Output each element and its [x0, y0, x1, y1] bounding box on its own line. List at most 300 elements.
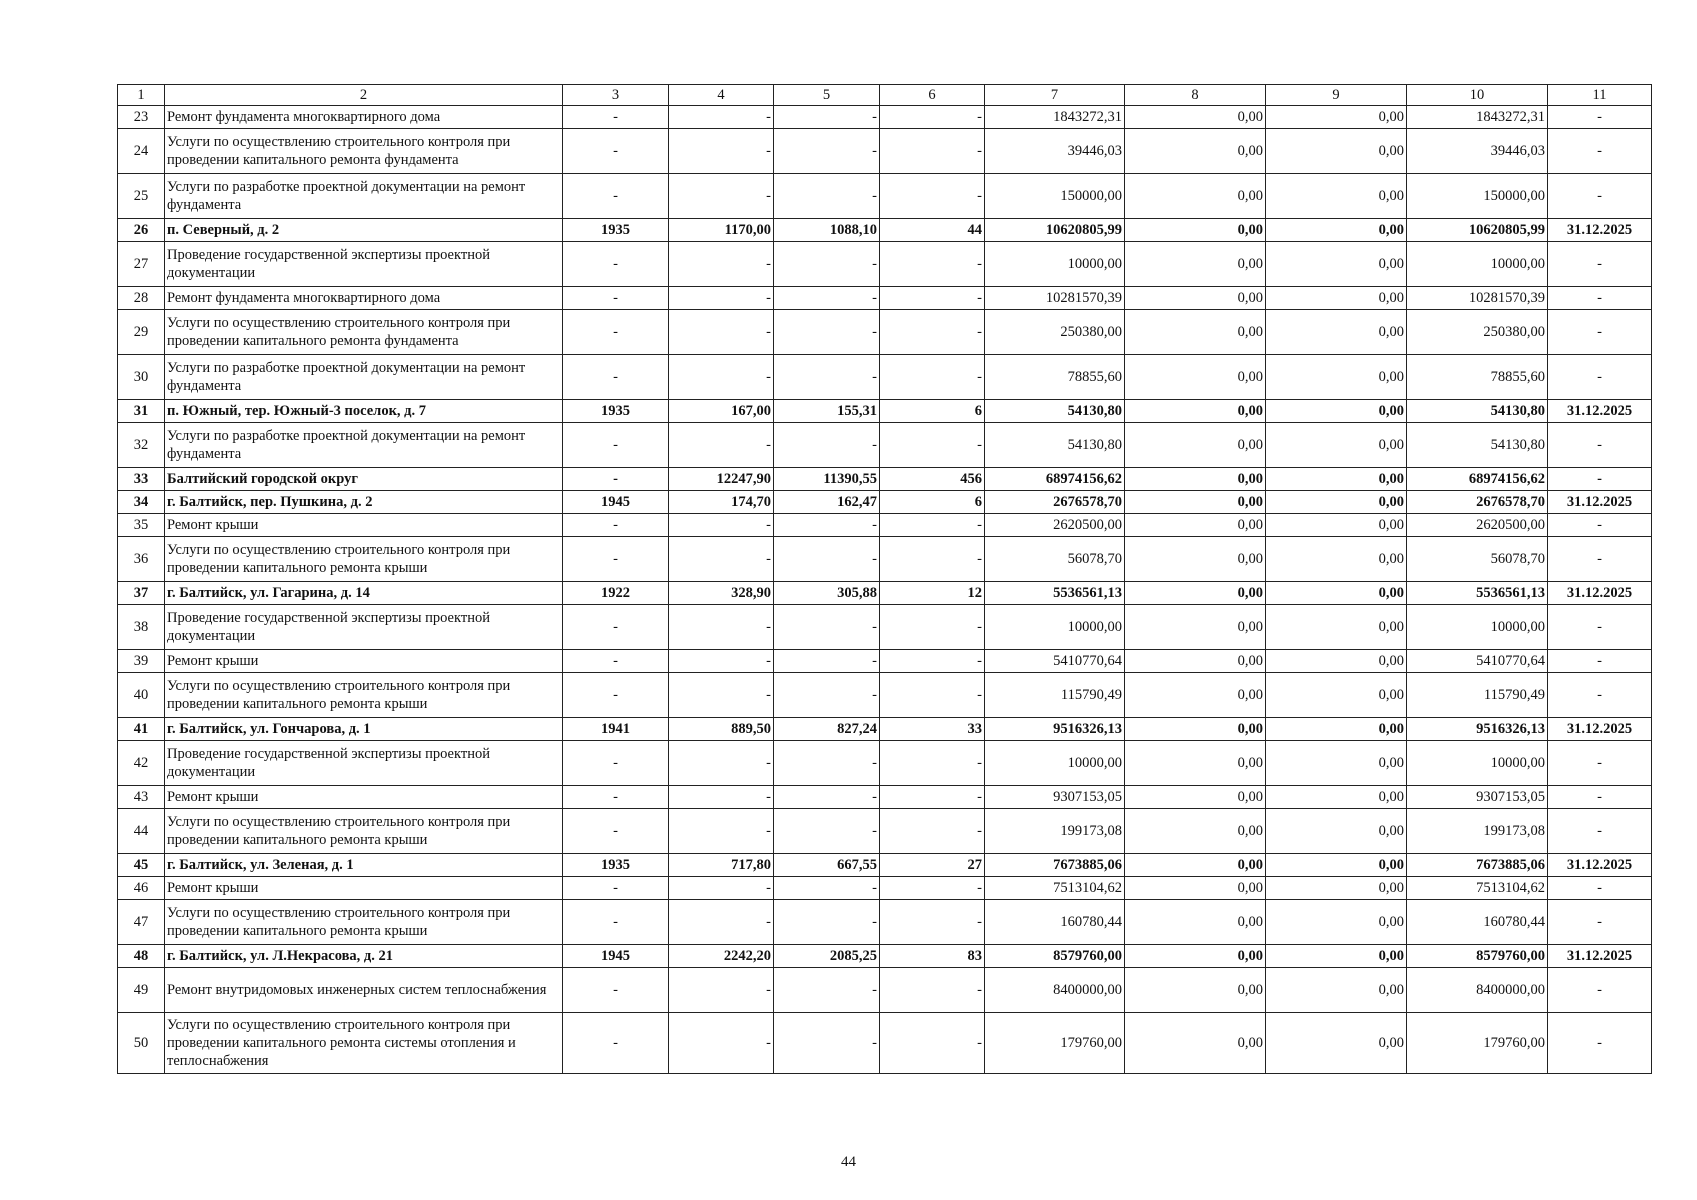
table-row — [118, 968, 1652, 1013]
owner-cost-cell: 115790,49 — [1407, 673, 1548, 718]
total-cost-cell: 10000,00 — [985, 741, 1125, 786]
area-living-cell: - — [774, 310, 880, 355]
year-cell: 1935 — [563, 854, 669, 877]
residents-cell: - — [880, 106, 985, 129]
owner-cost-cell: 10000,00 — [1407, 741, 1548, 786]
budget-cost-cell: 0,00 — [1266, 650, 1407, 673]
row-number-cell: 38 — [118, 605, 165, 650]
deadline-cell: - — [1548, 900, 1652, 945]
area-living-cell: - — [774, 106, 880, 129]
budget-cost-cell: 0,00 — [1266, 582, 1407, 605]
row-number-cell: 39 — [118, 650, 165, 673]
fund-cost-cell: 0,00 — [1125, 355, 1266, 400]
column-header: 10 — [1407, 85, 1548, 106]
row-number-cell: 30 — [118, 355, 165, 400]
table-row — [118, 310, 1652, 355]
row-number-cell: 40 — [118, 673, 165, 718]
residents-cell: 6 — [880, 400, 985, 423]
year-cell: - — [563, 174, 669, 219]
column-header: 9 — [1266, 85, 1407, 106]
year-cell: - — [563, 106, 669, 129]
area-total-cell: - — [669, 741, 774, 786]
deadline-cell: - — [1548, 605, 1652, 650]
total-cost-cell: 160780,44 — [985, 900, 1125, 945]
total-cost-cell: 39446,03 — [985, 129, 1125, 174]
description-cell: Ремонт крыши — [165, 650, 563, 673]
fund-cost-cell: 0,00 — [1125, 468, 1266, 491]
table-row — [118, 605, 1652, 650]
area-total-cell: 12247,90 — [669, 468, 774, 491]
residents-cell: - — [880, 514, 985, 537]
fund-cost-cell: 0,00 — [1125, 786, 1266, 809]
area-living-cell: - — [774, 242, 880, 287]
deadline-cell: 31.12.2025 — [1548, 219, 1652, 242]
row-number-cell: 50 — [118, 1013, 165, 1074]
budget-cost-cell: 0,00 — [1266, 468, 1407, 491]
owner-cost-cell: 7513104,62 — [1407, 877, 1548, 900]
owner-cost-cell: 10620805,99 — [1407, 219, 1548, 242]
table-row — [118, 673, 1652, 718]
deadline-cell: - — [1548, 809, 1652, 854]
row-number-cell: 41 — [118, 718, 165, 741]
area-living-cell: - — [774, 741, 880, 786]
area-living-cell: - — [774, 968, 880, 1013]
description-cell: Услуги по разработке проектной документации на ремонт фундамента — [165, 355, 563, 400]
table-row — [118, 174, 1652, 219]
fund-cost-cell: 0,00 — [1125, 900, 1266, 945]
area-total-cell: - — [669, 514, 774, 537]
residents-cell: 6 — [880, 491, 985, 514]
year-cell: 1945 — [563, 945, 669, 968]
owner-cost-cell: 9516326,13 — [1407, 718, 1548, 741]
owner-cost-cell: 56078,70 — [1407, 537, 1548, 582]
owner-cost-cell: 8579760,00 — [1407, 945, 1548, 968]
capital-repair-table — [117, 84, 1652, 1074]
area-total-cell: 328,90 — [669, 582, 774, 605]
owner-cost-cell: 5410770,64 — [1407, 650, 1548, 673]
description-cell: Ремонт внутридомовых инженерных систем теплоснабжения — [165, 968, 563, 1013]
area-living-cell: 305,88 — [774, 582, 880, 605]
description-cell: Услуги по разработке проектной документации на ремонт фундамента — [165, 174, 563, 219]
total-cost-cell: 54130,80 — [985, 423, 1125, 468]
fund-cost-cell: 0,00 — [1125, 174, 1266, 219]
year-cell: - — [563, 129, 669, 174]
residents-cell: - — [880, 1013, 985, 1074]
row-number-cell: 24 — [118, 129, 165, 174]
table-row — [118, 514, 1652, 537]
area-total-cell: 889,50 — [669, 718, 774, 741]
residents-cell: 44 — [880, 219, 985, 242]
column-header: 5 — [774, 85, 880, 106]
owner-cost-cell: 5536561,13 — [1407, 582, 1548, 605]
budget-cost-cell: 0,00 — [1266, 900, 1407, 945]
total-cost-cell: 56078,70 — [985, 537, 1125, 582]
deadline-cell: - — [1548, 537, 1652, 582]
table-row-object — [118, 219, 1652, 242]
total-cost-cell: 7673885,06 — [985, 854, 1125, 877]
area-living-cell: - — [774, 900, 880, 945]
budget-cost-cell: 0,00 — [1266, 1013, 1407, 1074]
residents-cell: 33 — [880, 718, 985, 741]
owner-cost-cell: 160780,44 — [1407, 900, 1548, 945]
residents-cell: - — [880, 287, 985, 310]
area-living-cell: - — [774, 423, 880, 468]
fund-cost-cell: 0,00 — [1125, 673, 1266, 718]
area-living-cell: - — [774, 650, 880, 673]
fund-cost-cell: 0,00 — [1125, 968, 1266, 1013]
budget-cost-cell: 0,00 — [1266, 174, 1407, 219]
table-row — [118, 129, 1652, 174]
budget-cost-cell: 0,00 — [1266, 786, 1407, 809]
column-header: 6 — [880, 85, 985, 106]
row-number-cell: 37 — [118, 582, 165, 605]
year-cell: - — [563, 786, 669, 809]
area-living-cell: 162,47 — [774, 491, 880, 514]
year-cell: - — [563, 877, 669, 900]
residents-cell: - — [880, 355, 985, 400]
area-total-cell: - — [669, 129, 774, 174]
table-row-object — [118, 468, 1652, 491]
deadline-cell: - — [1548, 129, 1652, 174]
description-cell: Услуги по осуществлению строительного контроля при проведении капитального ремонта фундамента — [165, 129, 563, 174]
owner-cost-cell: 2676578,70 — [1407, 491, 1548, 514]
owner-cost-cell: 179760,00 — [1407, 1013, 1548, 1074]
owner-cost-cell: 39446,03 — [1407, 129, 1548, 174]
table-body — [118, 106, 1652, 1074]
description-cell: Услуги по осуществлению строительного контроля при проведении капитального ремонта крыши — [165, 537, 563, 582]
residents-cell: - — [880, 605, 985, 650]
description-cell: Балтийский городской округ — [165, 468, 563, 491]
year-cell: - — [563, 310, 669, 355]
total-cost-cell: 8400000,00 — [985, 968, 1125, 1013]
total-cost-cell: 250380,00 — [985, 310, 1125, 355]
table-row — [118, 287, 1652, 310]
year-cell: - — [563, 423, 669, 468]
area-living-cell: - — [774, 514, 880, 537]
description-cell: Услуги по осуществлению строительного контроля при проведении капитального ремонта системы отопления и теплоснабжения — [165, 1013, 563, 1074]
total-cost-cell: 10281570,39 — [985, 287, 1125, 310]
row-number-cell: 32 — [118, 423, 165, 468]
owner-cost-cell: 250380,00 — [1407, 310, 1548, 355]
column-header: 7 — [985, 85, 1125, 106]
residents-cell: - — [880, 809, 985, 854]
residents-cell: 27 — [880, 854, 985, 877]
budget-cost-cell: 0,00 — [1266, 854, 1407, 877]
year-cell: 1941 — [563, 718, 669, 741]
area-living-cell: - — [774, 673, 880, 718]
owner-cost-cell: 10281570,39 — [1407, 287, 1548, 310]
area-total-cell: 1170,00 — [669, 219, 774, 242]
budget-cost-cell: 0,00 — [1266, 355, 1407, 400]
year-cell: - — [563, 741, 669, 786]
column-header: 1 — [118, 85, 165, 106]
table-row-object — [118, 400, 1652, 423]
area-living-cell: - — [774, 877, 880, 900]
budget-cost-cell: 0,00 — [1266, 537, 1407, 582]
description-cell: Проведение государственной экспертизы проектной документации — [165, 242, 563, 287]
table-row-object — [118, 854, 1652, 877]
budget-cost-cell: 0,00 — [1266, 400, 1407, 423]
row-number-cell: 26 — [118, 219, 165, 242]
total-cost-cell: 10000,00 — [985, 242, 1125, 287]
residents-cell: - — [880, 968, 985, 1013]
table-row — [118, 809, 1652, 854]
description-cell: п. Северный, д. 2 — [165, 219, 563, 242]
area-total-cell: - — [669, 877, 774, 900]
area-living-cell: 667,55 — [774, 854, 880, 877]
description-cell: Услуги по осуществлению строительного контроля при проведении капитального ремонта фундамента — [165, 310, 563, 355]
deadline-cell: - — [1548, 786, 1652, 809]
description-cell: Услуги по разработке проектной документации на ремонт фундамента — [165, 423, 563, 468]
row-number-cell: 47 — [118, 900, 165, 945]
residents-cell: - — [880, 537, 985, 582]
description-cell: г. Балтийск, ул. Зеленая, д. 1 — [165, 854, 563, 877]
table-row-object — [118, 582, 1652, 605]
table-row — [118, 106, 1652, 129]
owner-cost-cell: 78855,60 — [1407, 355, 1548, 400]
year-cell: 1945 — [563, 491, 669, 514]
area-living-cell: 1088,10 — [774, 219, 880, 242]
fund-cost-cell: 0,00 — [1125, 877, 1266, 900]
budget-cost-cell: 0,00 — [1266, 423, 1407, 468]
deadline-cell: - — [1548, 174, 1652, 219]
deadline-cell: 31.12.2025 — [1548, 582, 1652, 605]
area-total-cell: - — [669, 968, 774, 1013]
residents-cell: - — [880, 673, 985, 718]
deadline-cell: - — [1548, 423, 1652, 468]
deadline-cell: - — [1548, 310, 1652, 355]
table-row-object — [118, 718, 1652, 741]
year-cell: - — [563, 537, 669, 582]
area-total-cell: 167,00 — [669, 400, 774, 423]
row-number-cell: 33 — [118, 468, 165, 491]
total-cost-cell: 8579760,00 — [985, 945, 1125, 968]
area-total-cell: - — [669, 605, 774, 650]
owner-cost-cell: 1843272,31 — [1407, 106, 1548, 129]
fund-cost-cell: 0,00 — [1125, 106, 1266, 129]
row-number-cell: 36 — [118, 537, 165, 582]
owner-cost-cell: 68974156,62 — [1407, 468, 1548, 491]
page-number: 44 — [841, 1154, 856, 1170]
deadline-cell: 31.12.2025 — [1548, 491, 1652, 514]
column-header: 8 — [1125, 85, 1266, 106]
description-cell: г. Балтийск, ул. Гончарова, д. 1 — [165, 718, 563, 741]
budget-cost-cell: 0,00 — [1266, 287, 1407, 310]
owner-cost-cell: 199173,08 — [1407, 809, 1548, 854]
residents-cell: - — [880, 129, 985, 174]
owner-cost-cell: 8400000,00 — [1407, 968, 1548, 1013]
total-cost-cell: 9307153,05 — [985, 786, 1125, 809]
budget-cost-cell: 0,00 — [1266, 106, 1407, 129]
year-cell: - — [563, 605, 669, 650]
description-cell: г. Балтийск, ул. Л.Некрасова, д. 21 — [165, 945, 563, 968]
row-number-cell: 43 — [118, 786, 165, 809]
description-cell: Ремонт крыши — [165, 877, 563, 900]
column-header: 11 — [1548, 85, 1652, 106]
total-cost-cell: 54130,80 — [985, 400, 1125, 423]
budget-cost-cell: 0,00 — [1266, 310, 1407, 355]
row-number-cell: 35 — [118, 514, 165, 537]
area-total-cell: - — [669, 809, 774, 854]
table-row — [118, 355, 1652, 400]
area-total-cell: - — [669, 106, 774, 129]
row-number-cell: 48 — [118, 945, 165, 968]
fund-cost-cell: 0,00 — [1125, 310, 1266, 355]
fund-cost-cell: 0,00 — [1125, 809, 1266, 854]
total-cost-cell: 5410770,64 — [985, 650, 1125, 673]
fund-cost-cell: 0,00 — [1125, 287, 1266, 310]
budget-cost-cell: 0,00 — [1266, 673, 1407, 718]
budget-cost-cell: 0,00 — [1266, 514, 1407, 537]
year-cell: - — [563, 242, 669, 287]
row-number-cell: 25 — [118, 174, 165, 219]
residents-cell: - — [880, 174, 985, 219]
year-cell: - — [563, 650, 669, 673]
area-living-cell: 827,24 — [774, 718, 880, 741]
area-living-cell: - — [774, 129, 880, 174]
residents-cell: - — [880, 786, 985, 809]
fund-cost-cell: 0,00 — [1125, 242, 1266, 287]
area-living-cell: 155,31 — [774, 400, 880, 423]
year-cell: - — [563, 468, 669, 491]
description-cell: г. Балтийск, ул. Гагарина, д. 14 — [165, 582, 563, 605]
total-cost-cell: 68974156,62 — [985, 468, 1125, 491]
budget-cost-cell: 0,00 — [1266, 219, 1407, 242]
area-total-cell: - — [669, 786, 774, 809]
owner-cost-cell: 54130,80 — [1407, 423, 1548, 468]
area-total-cell: 2242,20 — [669, 945, 774, 968]
deadline-cell: - — [1548, 1013, 1652, 1074]
deadline-cell: - — [1548, 650, 1652, 673]
description-cell: Проведение государственной экспертизы проектной документации — [165, 605, 563, 650]
budget-cost-cell: 0,00 — [1266, 809, 1407, 854]
total-cost-cell: 1843272,31 — [985, 106, 1125, 129]
fund-cost-cell: 0,00 — [1125, 854, 1266, 877]
area-total-cell: 717,80 — [669, 854, 774, 877]
area-total-cell: - — [669, 310, 774, 355]
table-row — [118, 900, 1652, 945]
description-cell: Ремонт крыши — [165, 786, 563, 809]
column-header: 4 — [669, 85, 774, 106]
description-cell: Ремонт крыши — [165, 514, 563, 537]
description-cell: Ремонт фундамента многоквартирного дома — [165, 106, 563, 129]
area-total-cell: - — [669, 423, 774, 468]
column-header: 3 — [563, 85, 669, 106]
owner-cost-cell: 150000,00 — [1407, 174, 1548, 219]
owner-cost-cell: 10000,00 — [1407, 605, 1548, 650]
fund-cost-cell: 0,00 — [1125, 741, 1266, 786]
area-total-cell: - — [669, 900, 774, 945]
fund-cost-cell: 0,00 — [1125, 537, 1266, 582]
total-cost-cell: 2620500,00 — [985, 514, 1125, 537]
row-number-cell: 46 — [118, 877, 165, 900]
area-living-cell: 11390,55 — [774, 468, 880, 491]
table-row — [118, 877, 1652, 900]
year-cell: 1935 — [563, 219, 669, 242]
fund-cost-cell: 0,00 — [1125, 650, 1266, 673]
year-cell: - — [563, 287, 669, 310]
deadline-cell: - — [1548, 106, 1652, 129]
total-cost-cell: 199173,08 — [985, 809, 1125, 854]
area-living-cell: - — [774, 355, 880, 400]
residents-cell: 456 — [880, 468, 985, 491]
total-cost-cell: 10620805,99 — [985, 219, 1125, 242]
budget-cost-cell: 0,00 — [1266, 741, 1407, 786]
area-total-cell: - — [669, 1013, 774, 1074]
row-number-cell: 34 — [118, 491, 165, 514]
year-cell: - — [563, 968, 669, 1013]
deadline-cell: - — [1548, 355, 1652, 400]
row-number-cell: 42 — [118, 741, 165, 786]
fund-cost-cell: 0,00 — [1125, 129, 1266, 174]
deadline-cell: - — [1548, 242, 1652, 287]
area-living-cell: - — [774, 537, 880, 582]
budget-cost-cell: 0,00 — [1266, 968, 1407, 1013]
row-number-cell: 27 — [118, 242, 165, 287]
residents-cell: - — [880, 741, 985, 786]
owner-cost-cell: 2620500,00 — [1407, 514, 1548, 537]
owner-cost-cell: 10000,00 — [1407, 242, 1548, 287]
row-number-cell: 49 — [118, 968, 165, 1013]
deadline-cell: - — [1548, 514, 1652, 537]
table-row-object — [118, 945, 1652, 968]
area-living-cell: - — [774, 1013, 880, 1074]
deadline-cell: 31.12.2025 — [1548, 718, 1652, 741]
owner-cost-cell: 54130,80 — [1407, 400, 1548, 423]
row-number-cell: 29 — [118, 310, 165, 355]
fund-cost-cell: 0,00 — [1125, 605, 1266, 650]
description-cell: г. Балтийск, пер. Пушкина, д. 2 — [165, 491, 563, 514]
budget-cost-cell: 0,00 — [1266, 718, 1407, 741]
fund-cost-cell: 0,00 — [1125, 400, 1266, 423]
header-row — [118, 85, 1652, 106]
total-cost-cell: 78855,60 — [985, 355, 1125, 400]
fund-cost-cell: 0,00 — [1125, 491, 1266, 514]
area-living-cell: - — [774, 809, 880, 854]
row-number-cell: 45 — [118, 854, 165, 877]
description-cell: Проведение государственной экспертизы проектной документации — [165, 741, 563, 786]
year-cell: - — [563, 355, 669, 400]
residents-cell: - — [880, 650, 985, 673]
deadline-cell: - — [1548, 877, 1652, 900]
table-row-object — [118, 491, 1652, 514]
deadline-cell: - — [1548, 968, 1652, 1013]
table-row — [118, 650, 1652, 673]
table-row — [118, 423, 1652, 468]
year-cell: - — [563, 673, 669, 718]
table-row — [118, 741, 1652, 786]
fund-cost-cell: 0,00 — [1125, 1013, 1266, 1074]
total-cost-cell: 2676578,70 — [985, 491, 1125, 514]
owner-cost-cell: 9307153,05 — [1407, 786, 1548, 809]
total-cost-cell: 150000,00 — [985, 174, 1125, 219]
deadline-cell: 31.12.2025 — [1548, 854, 1652, 877]
total-cost-cell: 5536561,13 — [985, 582, 1125, 605]
area-living-cell: - — [774, 174, 880, 219]
area-living-cell: - — [774, 287, 880, 310]
deadline-cell: 31.12.2025 — [1548, 945, 1652, 968]
year-cell: 1935 — [563, 400, 669, 423]
residents-cell: 12 — [880, 582, 985, 605]
deadline-cell: - — [1548, 673, 1652, 718]
budget-cost-cell: 0,00 — [1266, 491, 1407, 514]
area-living-cell: - — [774, 786, 880, 809]
area-total-cell: - — [669, 174, 774, 219]
deadline-cell: - — [1548, 287, 1652, 310]
residents-cell: - — [880, 242, 985, 287]
year-cell: - — [563, 514, 669, 537]
residents-cell: - — [880, 900, 985, 945]
